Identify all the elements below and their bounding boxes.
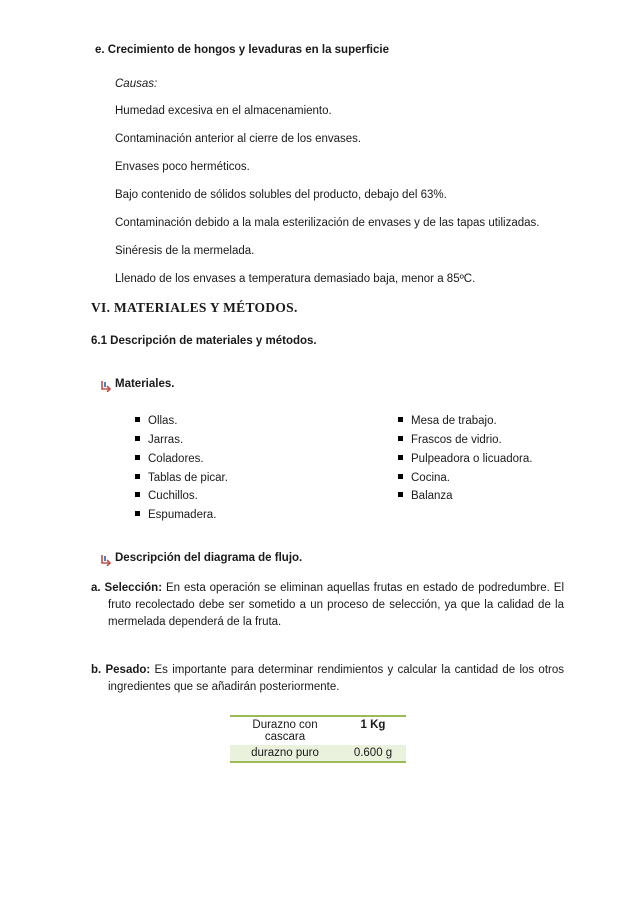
section-subtitle: 6.1 Descripción de materiales y métodos. (91, 335, 317, 347)
table-row (230, 745, 406, 762)
material-item: Cuchillos. (135, 490, 198, 502)
section-e-heading: e. Crecimiento de hongos y levaduras en la superficie (95, 44, 389, 56)
cause-item: Envases poco herméticos. (115, 161, 250, 173)
square-bullet-icon (135, 511, 140, 516)
square-bullet-icon (135, 436, 140, 441)
material-item: Pulpeadora o licuadora. (398, 453, 532, 465)
material-item: Balanza (398, 490, 453, 502)
materiales-heading: Materiales. (115, 378, 175, 390)
square-bullet-icon (135, 455, 140, 460)
material-item: Coladores. (135, 453, 204, 465)
cause-item: Bajo contenido de sólidos solubles del producto, debajo del 63%. (115, 189, 447, 201)
paragraph-pesado: b. Pesado: Es importante para determinar rendimientos y calcular la cantidad de los otros ingredientes que se añadirán posteriormente. (91, 664, 564, 693)
material-item: Mesa de trabajo. (398, 415, 497, 427)
diagrama-heading: Descripción del diagrama de flujo. (115, 552, 303, 564)
table-cell: Durazno con cascara (230, 716, 340, 745)
causes-label: Causas: (115, 78, 158, 90)
table-cell: durazno puro (230, 745, 340, 762)
cause-item: Humedad excesiva en el almacenamiento. (115, 105, 332, 117)
paragraph-seleccion: a. Selección: En esta operación se eliminan aquellas frutas en estado de podredumbre. El fruto recolectado debe ser sometido a un proceso de selección, ya que la calidad de la mermelada dependerá de la fruta. (91, 582, 565, 628)
square-bullet-icon (398, 474, 403, 479)
cause-item: Sinéresis de la mermelada. (115, 245, 255, 257)
arrow-bullet-icon (100, 554, 112, 566)
table-cell: 1 Kg (340, 716, 406, 745)
material-item: Espumadera. (135, 509, 216, 521)
square-bullet-icon (135, 417, 140, 422)
table-cell: 0.600 g (340, 745, 406, 762)
square-bullet-icon (135, 492, 140, 497)
square-bullet-icon (398, 455, 403, 460)
square-bullet-icon (398, 436, 403, 441)
square-bullet-icon (398, 492, 403, 497)
cause-item: Llenado de los envases a temperatura demasiado baja, menor a 85ºC. (115, 273, 476, 285)
material-item: Frascos de vidrio. (398, 434, 502, 446)
material-item: Tablas de picar. (135, 472, 228, 484)
square-bullet-icon (398, 417, 403, 422)
section-title: VI. MATERIALES Y MÉTODOS. (91, 300, 298, 315)
cause-item: Contaminación debido a la mala esterilización de envases y de las tapas utilizadas. (115, 217, 540, 229)
weights-table (230, 715, 406, 763)
square-bullet-icon (135, 474, 140, 479)
material-item: Cocina. (398, 472, 450, 484)
cause-item: Contaminación anterior al cierre de los envases. (115, 133, 362, 145)
table-row (230, 716, 406, 745)
arrow-bullet-icon (100, 380, 112, 392)
material-item: Ollas. (135, 415, 177, 427)
material-item: Jarras. (135, 434, 183, 446)
